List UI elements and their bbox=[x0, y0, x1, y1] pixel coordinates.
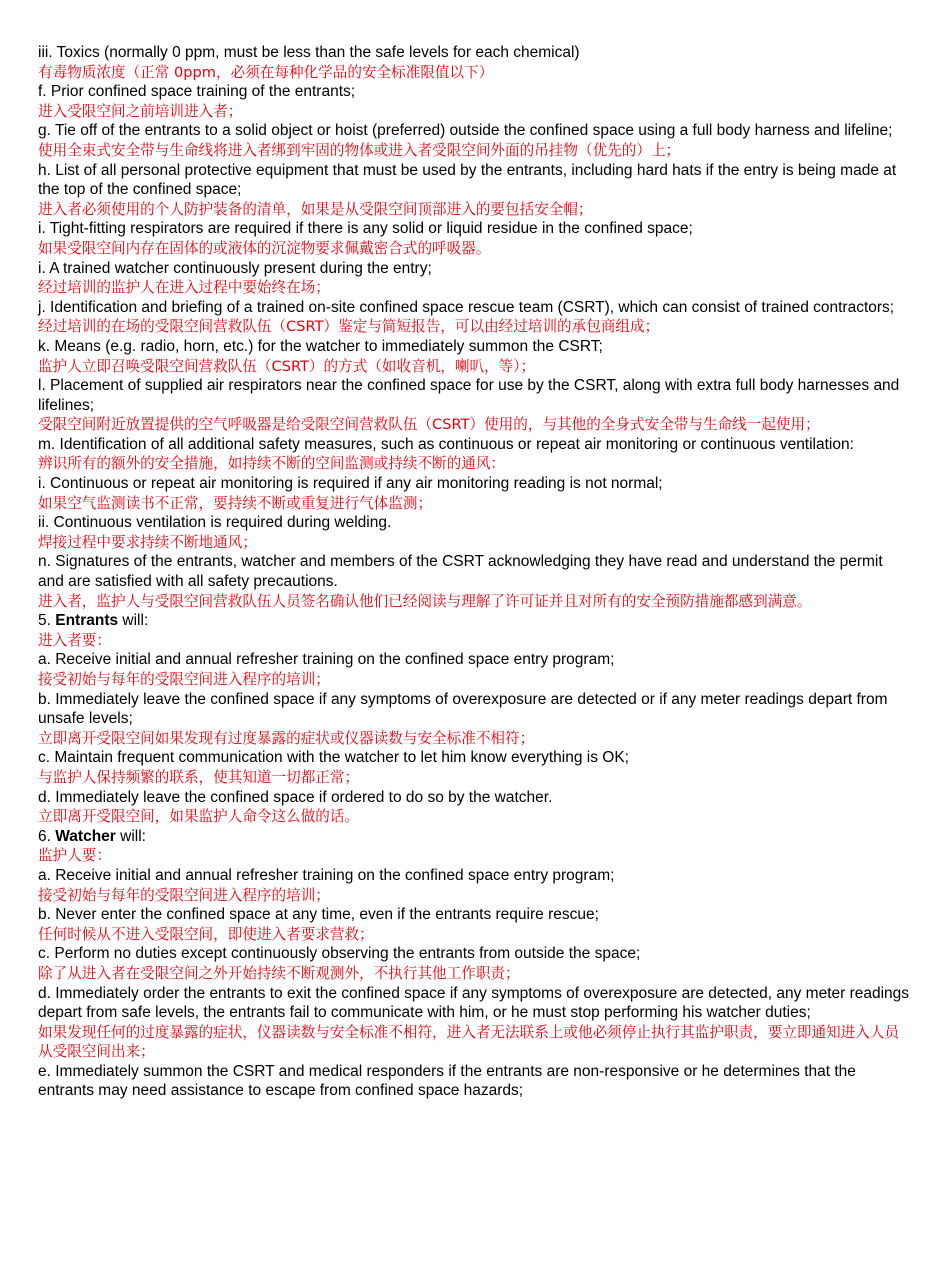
chinese-translation-line: 辨识所有的额外的安全措施，如持续不断的空间监测或持续不断的通风： bbox=[38, 455, 506, 473]
english-text-line: b. Immediately leave the confined space if any symptoms of overexposure are detected or if any meter readings depart from unsafe levels; bbox=[38, 690, 888, 728]
chinese-translation-line: 立即离开受限空间，如果监护人命令这么做的话。 bbox=[38, 808, 360, 826]
english-text-line: n. Signatures of the entrants, watcher and members of the CSRT acknowledging they have read and understand the permit and are satisfied with all safety precautions. bbox=[38, 553, 883, 591]
english-text-line bbox=[38, 827, 910, 847]
english-text-line: d. Immediately leave the confined space if ordered to do so by the watcher. bbox=[38, 788, 553, 806]
english-text-line: l. Placement of supplied air respirators near the confined space for use by the CSRT, along with extra full body harnesses and lifelines; bbox=[38, 377, 900, 414]
english-text-line: a. Receive initial and annual refresher training on the confined space entry program; bbox=[38, 651, 615, 669]
item-number: 5. bbox=[38, 612, 56, 630]
chinese-translation-line: 监护人立即召唤受限空间营救队伍（CSRT）的方式（如收音机，喇叭，等）； bbox=[38, 357, 536, 375]
chinese-translation-line: 如果空气监测读书不正常，要持续不断或重复进行气体监测； bbox=[38, 494, 433, 512]
english-text-line: ii. Continuous ventilation is required during welding. bbox=[38, 514, 392, 532]
item-number: 6. bbox=[38, 827, 56, 845]
english-text-line: i. Tight-fitting respirators are required if there is any solid or liquid residue in the confined space; bbox=[38, 220, 693, 238]
english-text-line: c. Perform no duties except continuously observing the entrants from outside the space; bbox=[38, 945, 641, 963]
english-text-line: j. Identification and briefing of a trained on-site confined space rescue team (CSRT), which can consist of trained contractors; bbox=[38, 298, 895, 316]
chinese-translation-line: 经过培训的在场的受限空间营救队伍（CSRT）鉴定与简短报告，可以由经过培训的承包商组成； bbox=[38, 318, 660, 336]
chinese-translation-line: 进入者要： bbox=[38, 631, 111, 649]
chinese-translation-line: 接受初始与每年的受限空间进入程序的培训； bbox=[38, 886, 330, 904]
chinese-translation-line: 受限空间附近放置提供的空气呼吸器是给受限空间营救队伍（CSRT）使用的，与其他的全身式安全带与生命线一起使用； bbox=[38, 416, 820, 434]
section-heading-suffix: will: bbox=[115, 827, 146, 845]
english-text-line: a. Receive initial and annual refresher training on the confined space entry program; bbox=[38, 866, 615, 884]
english-text-line bbox=[38, 611, 910, 631]
english-text-line: b. Never enter the confined space at any time, even if the entrants require rescue; bbox=[38, 906, 599, 924]
english-text-line: m. Identification of all additional safety measures, such as continuous or repeat air monitoring or continuous ventilation: bbox=[38, 435, 854, 453]
chinese-translation-line: 与监护人保持频繁的联系，使其知道一切都正常； bbox=[38, 768, 360, 786]
chinese-translation-line: 焊接过程中要求持续不断地通风； bbox=[38, 533, 257, 551]
section-role-heading: Entrants bbox=[55, 612, 119, 630]
english-text-line: iii. Toxics (normally 0 ppm, must be less than the safe levels for each chemical) bbox=[38, 44, 580, 61]
english-text-line: g. Tie off of the entrants to a solid object or hoist (preferred) outside the confined space using a full body harness and lifeline; bbox=[38, 122, 893, 140]
chinese-translation-line: 接受初始与每年的受限空间进入程序的培训； bbox=[38, 671, 330, 688]
english-text-line: e. Immediately summon the CSRT and medical responders if the entrants are non-responsive or he determines that the entrants may need assistance to escape from confined space hazards; bbox=[38, 1062, 856, 1100]
chinese-translation-line: 监护人要： bbox=[38, 847, 111, 865]
english-text-line: h. List of all personal protective equipment that must be used by the entrants, including hard hats if the entry is being made at the top of the confined space; bbox=[38, 161, 897, 199]
chinese-translation-line: 如果受限空间内存在固体的或液体的沉淀物要求佩戴密合式的呼吸器。 bbox=[38, 239, 491, 257]
chinese-translation-line: 经过培训的监护人在进入过程中要始终在场； bbox=[38, 279, 330, 297]
chinese-translation-line: 任何时候从不进入受限空间，即使进入者要求营救； bbox=[38, 925, 374, 943]
section-role-heading: Watcher bbox=[55, 827, 116, 845]
english-text-line: f. Prior confined space training of the entrants; bbox=[38, 83, 356, 101]
chinese-translation-line: 有毒物质浓度（正常 0ppm，必须在每种化学品的安全标准限值以下） bbox=[38, 63, 494, 81]
section-heading-suffix: will: bbox=[118, 612, 149, 630]
chinese-translation-line: 除了从进入者在受限空间之外开始持续不断观测外，不执行其他工作职责； bbox=[38, 964, 520, 982]
english-text-line: i. A trained watcher continuously present during the entry; bbox=[38, 259, 432, 277]
chinese-translation-line: 如果发现任何的过度暴露的症状，仪器读数与安全标准不相符，进入者无法联系上或他必须停止执行其监护职责，要立即通知进入人员从受限空间出来； bbox=[38, 1023, 900, 1061]
chinese-translation-line: 进入者必须使用的个人防护装备的清单，如果是从受限空间顶部进入的要包括安全帽； bbox=[38, 200, 593, 218]
chinese-translation-line: 立即离开受限空间如果发现有过度暴露的症状或仪器读数与安全标准不相符； bbox=[38, 729, 535, 747]
english-text-line: c. Maintain frequent communication with the watcher to let him know everything is OK; bbox=[38, 749, 629, 767]
chinese-translation-line: 进入受限空间之前培训进入者； bbox=[38, 102, 243, 120]
chinese-translation-line: 进入者，监护人与受限空间营救队伍人员签名确认他们已经阅读与理解了许可证并且对所有的安全预防措施都感到满意。 bbox=[38, 592, 812, 610]
chinese-translation-line: 使用全束式安全带与生命线将进入者绑到牢固的物体或进入者受限空间外面的吊挂物（优先的）上； bbox=[38, 141, 681, 159]
english-text-line: k. Means (e.g. radio, horn, etc.) for the watcher to immediately summon the CSRT; bbox=[38, 337, 603, 355]
english-text-line: i. Continuous or repeat air monitoring is required if any air monitoring reading is not normal; bbox=[38, 475, 663, 493]
english-text-line: d. Immediately order the entrants to exit the confined space if any symptoms of overexposure are detected, any meter readings depart from safe levels, the entrants fail to communicate with him, or he must stop performing his watcher duties; bbox=[38, 984, 910, 1022]
